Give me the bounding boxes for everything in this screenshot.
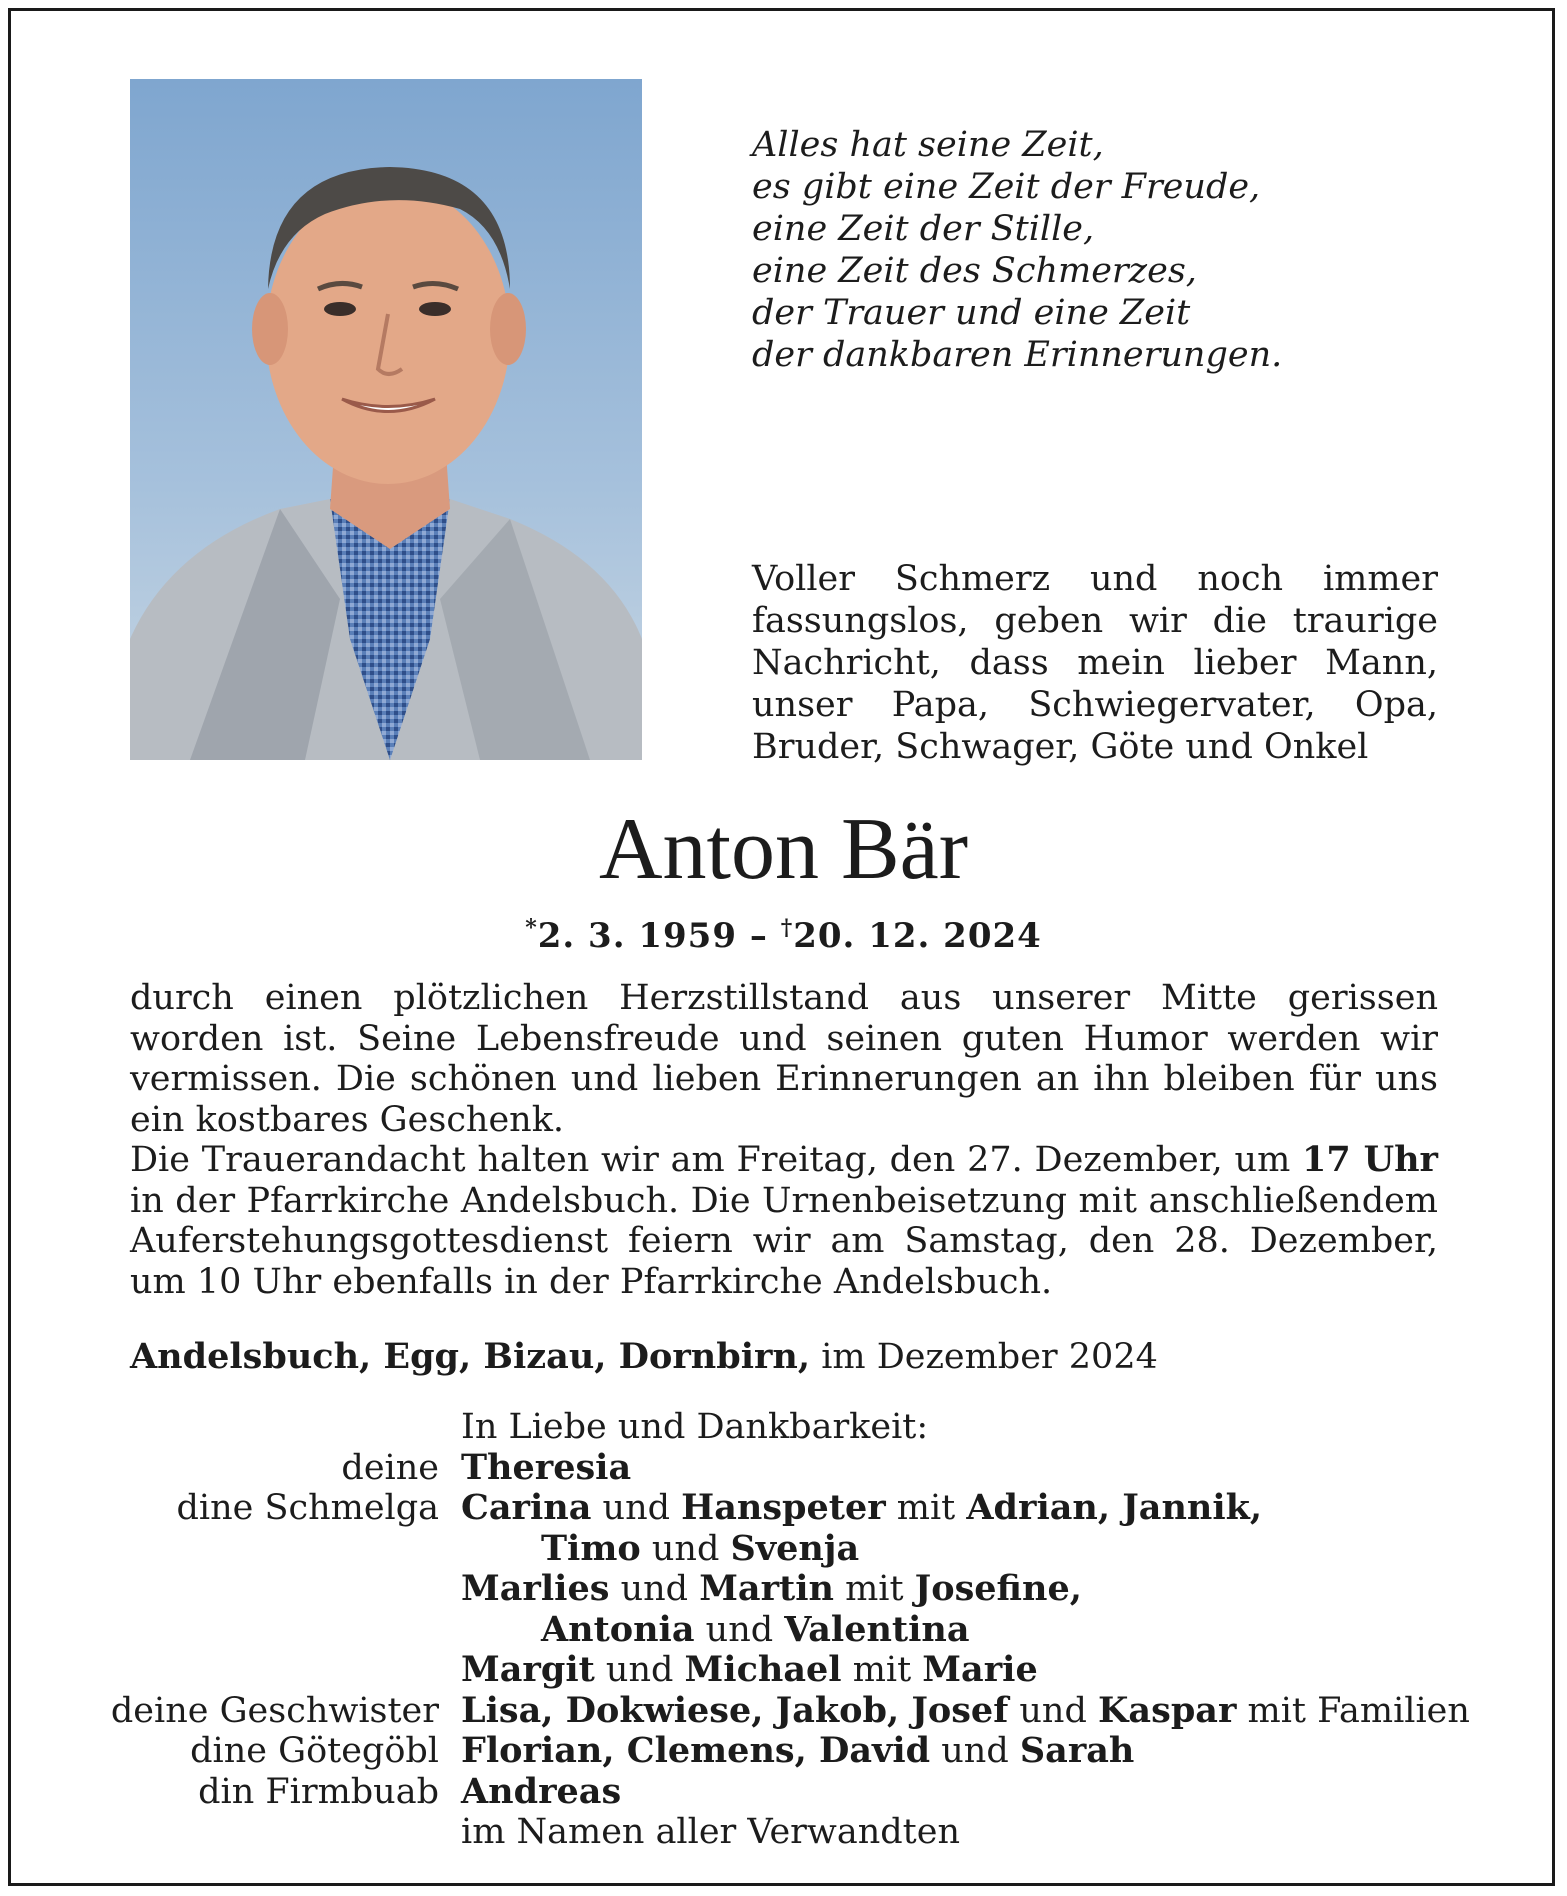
mourner-name-part: Carina	[461, 1487, 592, 1528]
mourner-name-part: Kaspar	[1098, 1689, 1237, 1731]
poem-line: der Trauer und eine Zeit	[752, 293, 1191, 333]
mourner-name-part: Josefine,	[914, 1568, 1082, 1609]
poem-line: eine Zeit der Stille,	[752, 209, 1095, 249]
mourner-row	[0, 1812, 1567, 1853]
mourner-names	[461, 1772, 621, 1813]
portrait-photo	[130, 79, 642, 760]
date-text: im Dezember 2024	[810, 1337, 1158, 1377]
mourner-name-part: und	[609, 1569, 700, 1609]
mourner-name-part: Marie	[922, 1649, 1038, 1690]
mourner-row	[0, 1731, 1567, 1772]
mourner-name-part: und	[640, 1528, 731, 1569]
mourner-name-part: Andreas	[461, 1770, 622, 1812]
mourner-names	[461, 1691, 1470, 1732]
service-paragraph	[130, 1140, 1438, 1302]
place-date-line	[130, 1336, 1158, 1377]
mourner-row	[0, 1772, 1567, 1813]
service-text: in der Pfarrkirche Andelsbuch. Die Urnenbeisetzung mit anschließendem Auferstehungsgottesdienst feiern wir am Samstag, den 28. Dezember, um 10 Uhr ebenfalls in der Pfarrkirche Andelsbuch.	[130, 1180, 1438, 1302]
mourner-names	[461, 1731, 1134, 1772]
date-separator: –	[737, 916, 781, 956]
mourner-row	[0, 1529, 1567, 1570]
mourners-list	[0, 1407, 1567, 1853]
poem-line: der dankbaren Erinnerungen.	[752, 335, 1283, 375]
poem-line: Alles hat seine Zeit,	[752, 125, 1104, 165]
relation-label: deine	[341, 1447, 439, 1488]
relation-label: din Firmbuab	[198, 1771, 439, 1812]
mourner-name-part: Hanspeter	[681, 1487, 886, 1528]
intro-text: Voller Schmerz und noch immer fassungslos, geben wir die traurige Nachricht, dass mein lieber Mann, unser Papa, Schwiegervater, Opa, Bruder, Schwager, Göte und Onkel	[752, 559, 1438, 767]
mourner-name-part: Adrian, Jannik,	[966, 1487, 1263, 1528]
mourner-name-part: und	[694, 1609, 785, 1650]
mourner-row	[0, 1691, 1567, 1732]
relation-label: dine Schmelga	[176, 1488, 439, 1528]
poem-line: es gibt eine Zeit der Freude,	[752, 167, 1261, 207]
mourner-name-part: Margit	[461, 1649, 595, 1690]
mourner-row	[0, 1448, 1567, 1489]
announcement-paragraph: durch einen plötzlichen Herzstillstand aus unserer Mitte gerissen worden ist. Seine Lebensfreude und seinen guten Humor werden wir vermissen. Die schönen und lieben Erinnerungen an ihn bleiben für uns ein kostbares Geschenk.	[130, 978, 1438, 1140]
mourner-name-part: und	[591, 1488, 682, 1528]
poem	[752, 124, 1282, 376]
mourner-name-part: Florian, Clemens, David	[461, 1730, 931, 1771]
mourner-name-part: mit	[841, 1650, 923, 1690]
birth-date: 2. 3. 1959	[537, 916, 737, 956]
service-time: 17 Uhr	[1302, 1139, 1438, 1180]
mourner-names	[461, 1488, 1262, 1529]
mourner-name-part: Marlies	[461, 1568, 610, 1609]
mourner-row	[0, 1610, 1567, 1651]
mourner-name-part: Theresia	[461, 1446, 632, 1488]
mourner-row	[0, 1488, 1567, 1529]
mourner-names	[461, 1569, 1082, 1610]
mourner-name-part: mit Familien	[1236, 1690, 1470, 1731]
mourner-names	[461, 1650, 1038, 1691]
mourner-name-part: Timo	[541, 1527, 641, 1569]
mourner-name-part: mit	[885, 1488, 967, 1528]
mourner-names	[461, 1448, 631, 1489]
mourner-name-part: mit	[833, 1569, 915, 1609]
mourner-names	[461, 1812, 960, 1853]
mourner-row	[0, 1569, 1567, 1610]
mourner-name-part: Lisa, Dokwiese, Jakob, Josef	[461, 1689, 1009, 1731]
mourner-name-part: Valentina	[784, 1608, 970, 1650]
mourner-name-part: und	[1008, 1690, 1099, 1731]
relation-label: dine Götegöbl	[190, 1731, 439, 1771]
mourner-name-part: und	[930, 1731, 1020, 1771]
mourner-name-part: im Namen aller Verwandten	[461, 1812, 960, 1852]
service-text: Die Trauerandacht halten wir am Freitag, den 27. Dezember, um	[130, 1140, 1303, 1180]
mourner-row	[0, 1650, 1567, 1691]
mourner-names	[541, 1529, 859, 1570]
relation-label: deine Geschwister	[110, 1690, 439, 1731]
places: Andelsbuch, Egg, Bizau, Dornbirn,	[130, 1336, 811, 1377]
mourners-header-row	[0, 1407, 1567, 1448]
announcement-body	[130, 978, 1438, 1302]
mourner-name-part: Svenja	[730, 1527, 860, 1569]
mourner-name-part: Antonia	[541, 1608, 695, 1650]
mourners-header: In Liebe und Dankbarkeit:	[461, 1407, 929, 1447]
mourner-names	[541, 1610, 970, 1651]
mourner-name-part: Michael	[684, 1649, 842, 1690]
mourner-name-part: und	[594, 1650, 685, 1690]
death-date: 20. 12. 2024	[793, 916, 1042, 956]
poem-line: eine Zeit des Schmerzes,	[752, 251, 1197, 291]
mourner-name-part: Sarah	[1019, 1730, 1135, 1771]
birth-symbol: *	[525, 915, 538, 941]
death-symbol: †	[780, 915, 794, 941]
mourner-name-part: Martin	[699, 1568, 834, 1609]
life-dates	[0, 915, 1567, 956]
deceased-name: Anton Bär	[598, 801, 969, 898]
